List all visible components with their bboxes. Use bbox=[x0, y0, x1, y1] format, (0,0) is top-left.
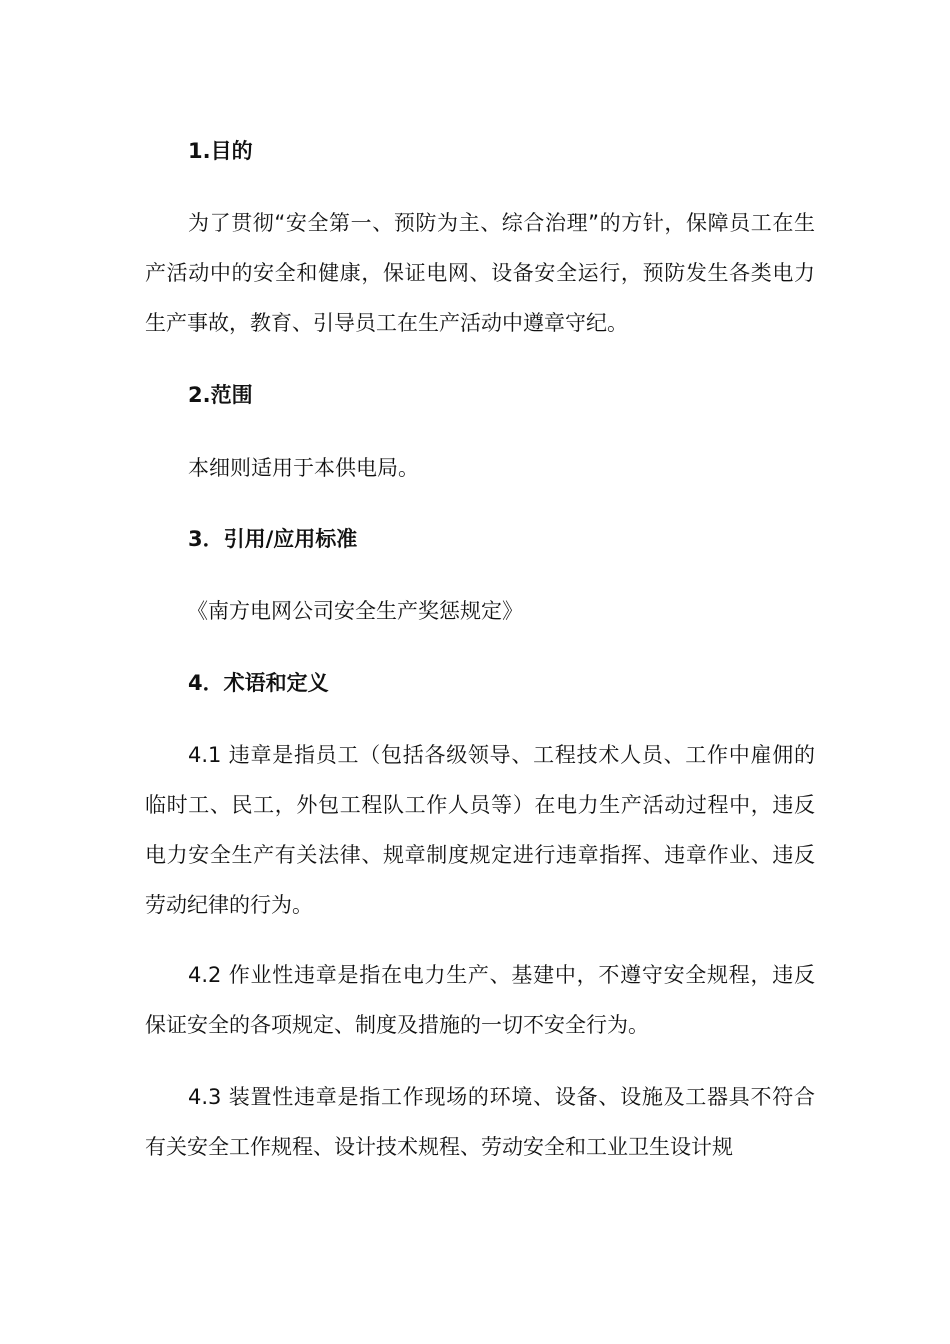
section-1-heading: 1.目的 bbox=[188, 139, 253, 163]
section-2-paragraph: 本细则适用于本供电局。 bbox=[188, 456, 419, 480]
definition-4-3: 4.3 装置性违章是指工作现场的环境、设备、设施及工器具不符合有关安全工作规程、设计技术规程、劳动安全和工业卫生设计规 bbox=[145, 1085, 815, 1159]
section-2-heading: 2.范围 bbox=[188, 383, 253, 407]
section-3-heading: 3．引用/应用标准 bbox=[188, 527, 358, 551]
definition-4-2: 4.2 作业性违章是指在电力生产、基建中，不遵守安全规程，违反保证安全的各项规定、制度及措施的一切不安全行为。 bbox=[145, 963, 815, 1037]
section-3-paragraph: 《南方电网公司安全生产奖惩规定》 bbox=[187, 599, 523, 623]
section-1-paragraph: 为了贯彻“安全第一、预防为主、综合治理”的方针，保障员工在生产活动中的安全和健康，保证电网、设备安全运行，预防发生各类电力生产事故，教育、引导员工在生产活动中遵章守纪。 bbox=[145, 211, 815, 335]
definition-4-1: 4.1 违章是指员工（包括各级领导、工程技术人员、工作中雇佣的临时工、民工，外包工程队工作人员等）在电力生产活动过程中，违反电力安全生产有关法律、规章制度规定进行违章指挥、违章作业、违反劳动纪律的行为。 bbox=[145, 743, 815, 917]
section-4-heading: 4．术语和定义 bbox=[188, 671, 329, 695]
